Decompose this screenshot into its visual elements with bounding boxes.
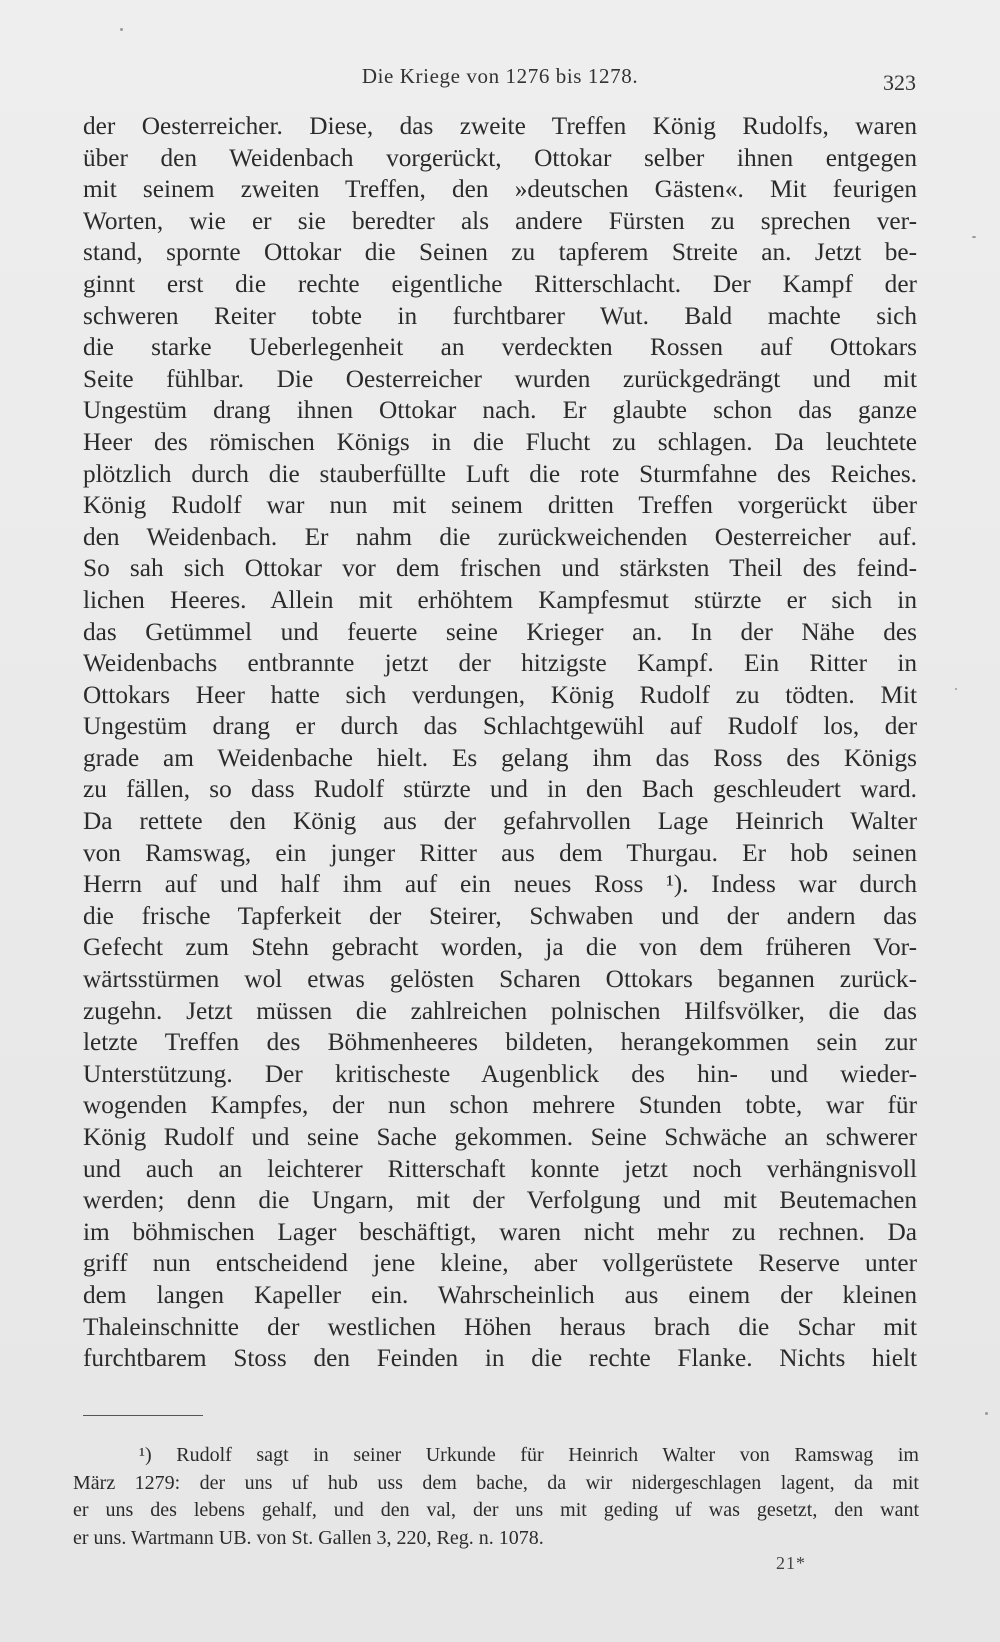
body-line: König Rudolf und seine Sache gekommen. Seine Schwäche an schwerer [83,1123,917,1151]
body-line: das Getümmel und feuerte seine Krieger an. In der Nähe des [83,617,917,646]
footnote-line: März 1279: der uns uf hub uss dem bache, da wir nidergeschlagen lagent, da mit [73,1471,919,1494]
body-line: So sah sich Ottokar vor dem frischen und stärksten Theil des feind- [83,554,917,583]
body-text [83,111,917,1375]
body-line: Ottokars Heer hatte sich verdungen, König Rudolf zu tödten. Mit [83,680,917,709]
body-line: den Weidenbach. Er nahm die zurückweichenden Oesterreicher auf. [83,522,917,551]
paper-speck [120,28,123,31]
footnote-line: er uns. Wartmann UB. von St. Gallen 3, 220, Reg. n. 1078. [73,1526,544,1549]
running-head [80,62,920,96]
body-line: grade am Weidenbache hielt. Es gelang ihm das Ross des Königs [83,743,917,772]
body-line: dem langen Kapeller ein. Wahrscheinlich aus einem der kleinen [83,1280,917,1309]
body-line: furchtbarem Stoss den Feinden in die rechte Flanke. Nichts hielt [83,1344,917,1373]
body-line: Seite fühlbar. Die Oesterreicher wurden zurückgedrängt und mit [83,364,917,393]
body-line: ginnt erst die rechte eigentliche Ritterschlacht. Der Kampf der [83,269,917,298]
body-line: und auch an leichterer Ritterschaft konnte jetzt noch verhängnisvoll [83,1154,917,1183]
body-line: Herrn auf und half ihm auf ein neues Ross ¹). Indess war durch [83,870,917,899]
body-line: plötzlich durch die stauberfüllte Luft die rote Sturmfahne des Reiches. [83,459,917,488]
printer-signature-mark: 21* [776,1553,806,1573]
page-number: 323 [883,70,916,95]
body-line: schweren Reiter tobte in furchtbarer Wut. Bald machte sich [83,301,917,330]
body-line: Weidenbachs entbrannte jetzt der hitzigste Kampf. Ein Ritter in [83,649,917,678]
body-line: griff nun entscheidend jene kleine, aber vollgerüstete Reserve unter [83,1249,917,1278]
body-line: die starke Ueberlegenheit an verdeckten Rossen auf Ottokars [83,333,917,362]
body-line: der Oesterreicher. Diese, das zweite Treffen König Rudolfs, waren [83,112,917,140]
body-line: wärtsstürmen wol etwas gelösten Scharen Ottokars begannen zurück- [83,965,917,994]
body-line: Ungestüm drang er durch das Schlachtgewühl auf Rudolf los, der [83,712,917,741]
body-line: über den Weidenbach vorgerückt, Ottokar selber ihnen entgegen [83,143,917,172]
paper-speck [985,1412,988,1415]
footnote-divider [83,1415,203,1416]
body-line: letzte Treffen des Böhmenheeres bildeten, herangekommen sein zur [83,1028,917,1057]
body-line: Thaleinschnitte der westlichen Höhen heraus brach die Schar mit [83,1312,917,1341]
body-line: im böhmischen Lager beschäftigt, waren nicht mehr zu rechnen. Da [83,1217,917,1246]
body-line: mit seinem zweiten Treffen, den »deutschen Gästen«. Mit feurigen [83,175,917,204]
body-line: Ungestüm drang ihnen Ottokar nach. Er glaubte schon das ganze [83,396,917,425]
paper-speck [955,688,957,690]
body-line: von Ramswag, ein junger Ritter aus dem Thurgau. Er hob seinen [83,838,917,867]
paper-speck [972,236,976,238]
body-line: zugehn. Jetzt müssen die zahlreichen polnischen Hilfsvölker, die das [83,996,917,1025]
footnote [73,1442,919,1552]
body-line: König Rudolf war nun mit seinem dritten Treffen vorgerückt über [83,491,917,520]
footnote-line: ¹) Rudolf sagt in seiner Urkunde für Heinrich Walter von Ramswag im [139,1444,919,1466]
body-line: werden; denn die Ungarn, mit der Verfolgung und mit Beutemachen [83,1186,917,1215]
body-line: die frische Tapferkeit der Steirer, Schwaben und der andern das [83,901,917,930]
body-line: Worten, wie er sie beredter als andere Fürsten zu sprechen ver- [83,206,917,235]
body-line: wogenden Kampfes, der nun schon mehrere Stunden tobte, war für [83,1091,917,1120]
body-line: Da rettete den König aus der gefahrvollen Lage Heinrich Walter [83,807,917,836]
body-line: lichen Heeres. Allein mit erhöhtem Kampfesmut stürzte er sich in [83,585,917,614]
body-line: Heer des römischen Königs in die Flucht zu schlagen. Da leuchtete [83,427,917,456]
body-line: zu fällen, so dass Rudolf stürzte und in den Bach geschleudert ward. [83,775,917,804]
running-title: Die Kriege von 1276 bis 1278. [361,64,639,88]
footnote-line: er uns des lebens gehalf, und den val, der uns mit geding uf was gesetzt, den want [73,1499,919,1521]
body-line: Unterstützung. Der kritischeste Augenblick des hin- und wieder- [83,1059,917,1088]
body-line: Gefecht zum Stehn gebracht worden, ja die von dem früheren Vor- [83,933,917,962]
body-line: stand, spornte Ottokar die Seinen zu tapferem Streite an. Jetzt be- [83,238,917,267]
